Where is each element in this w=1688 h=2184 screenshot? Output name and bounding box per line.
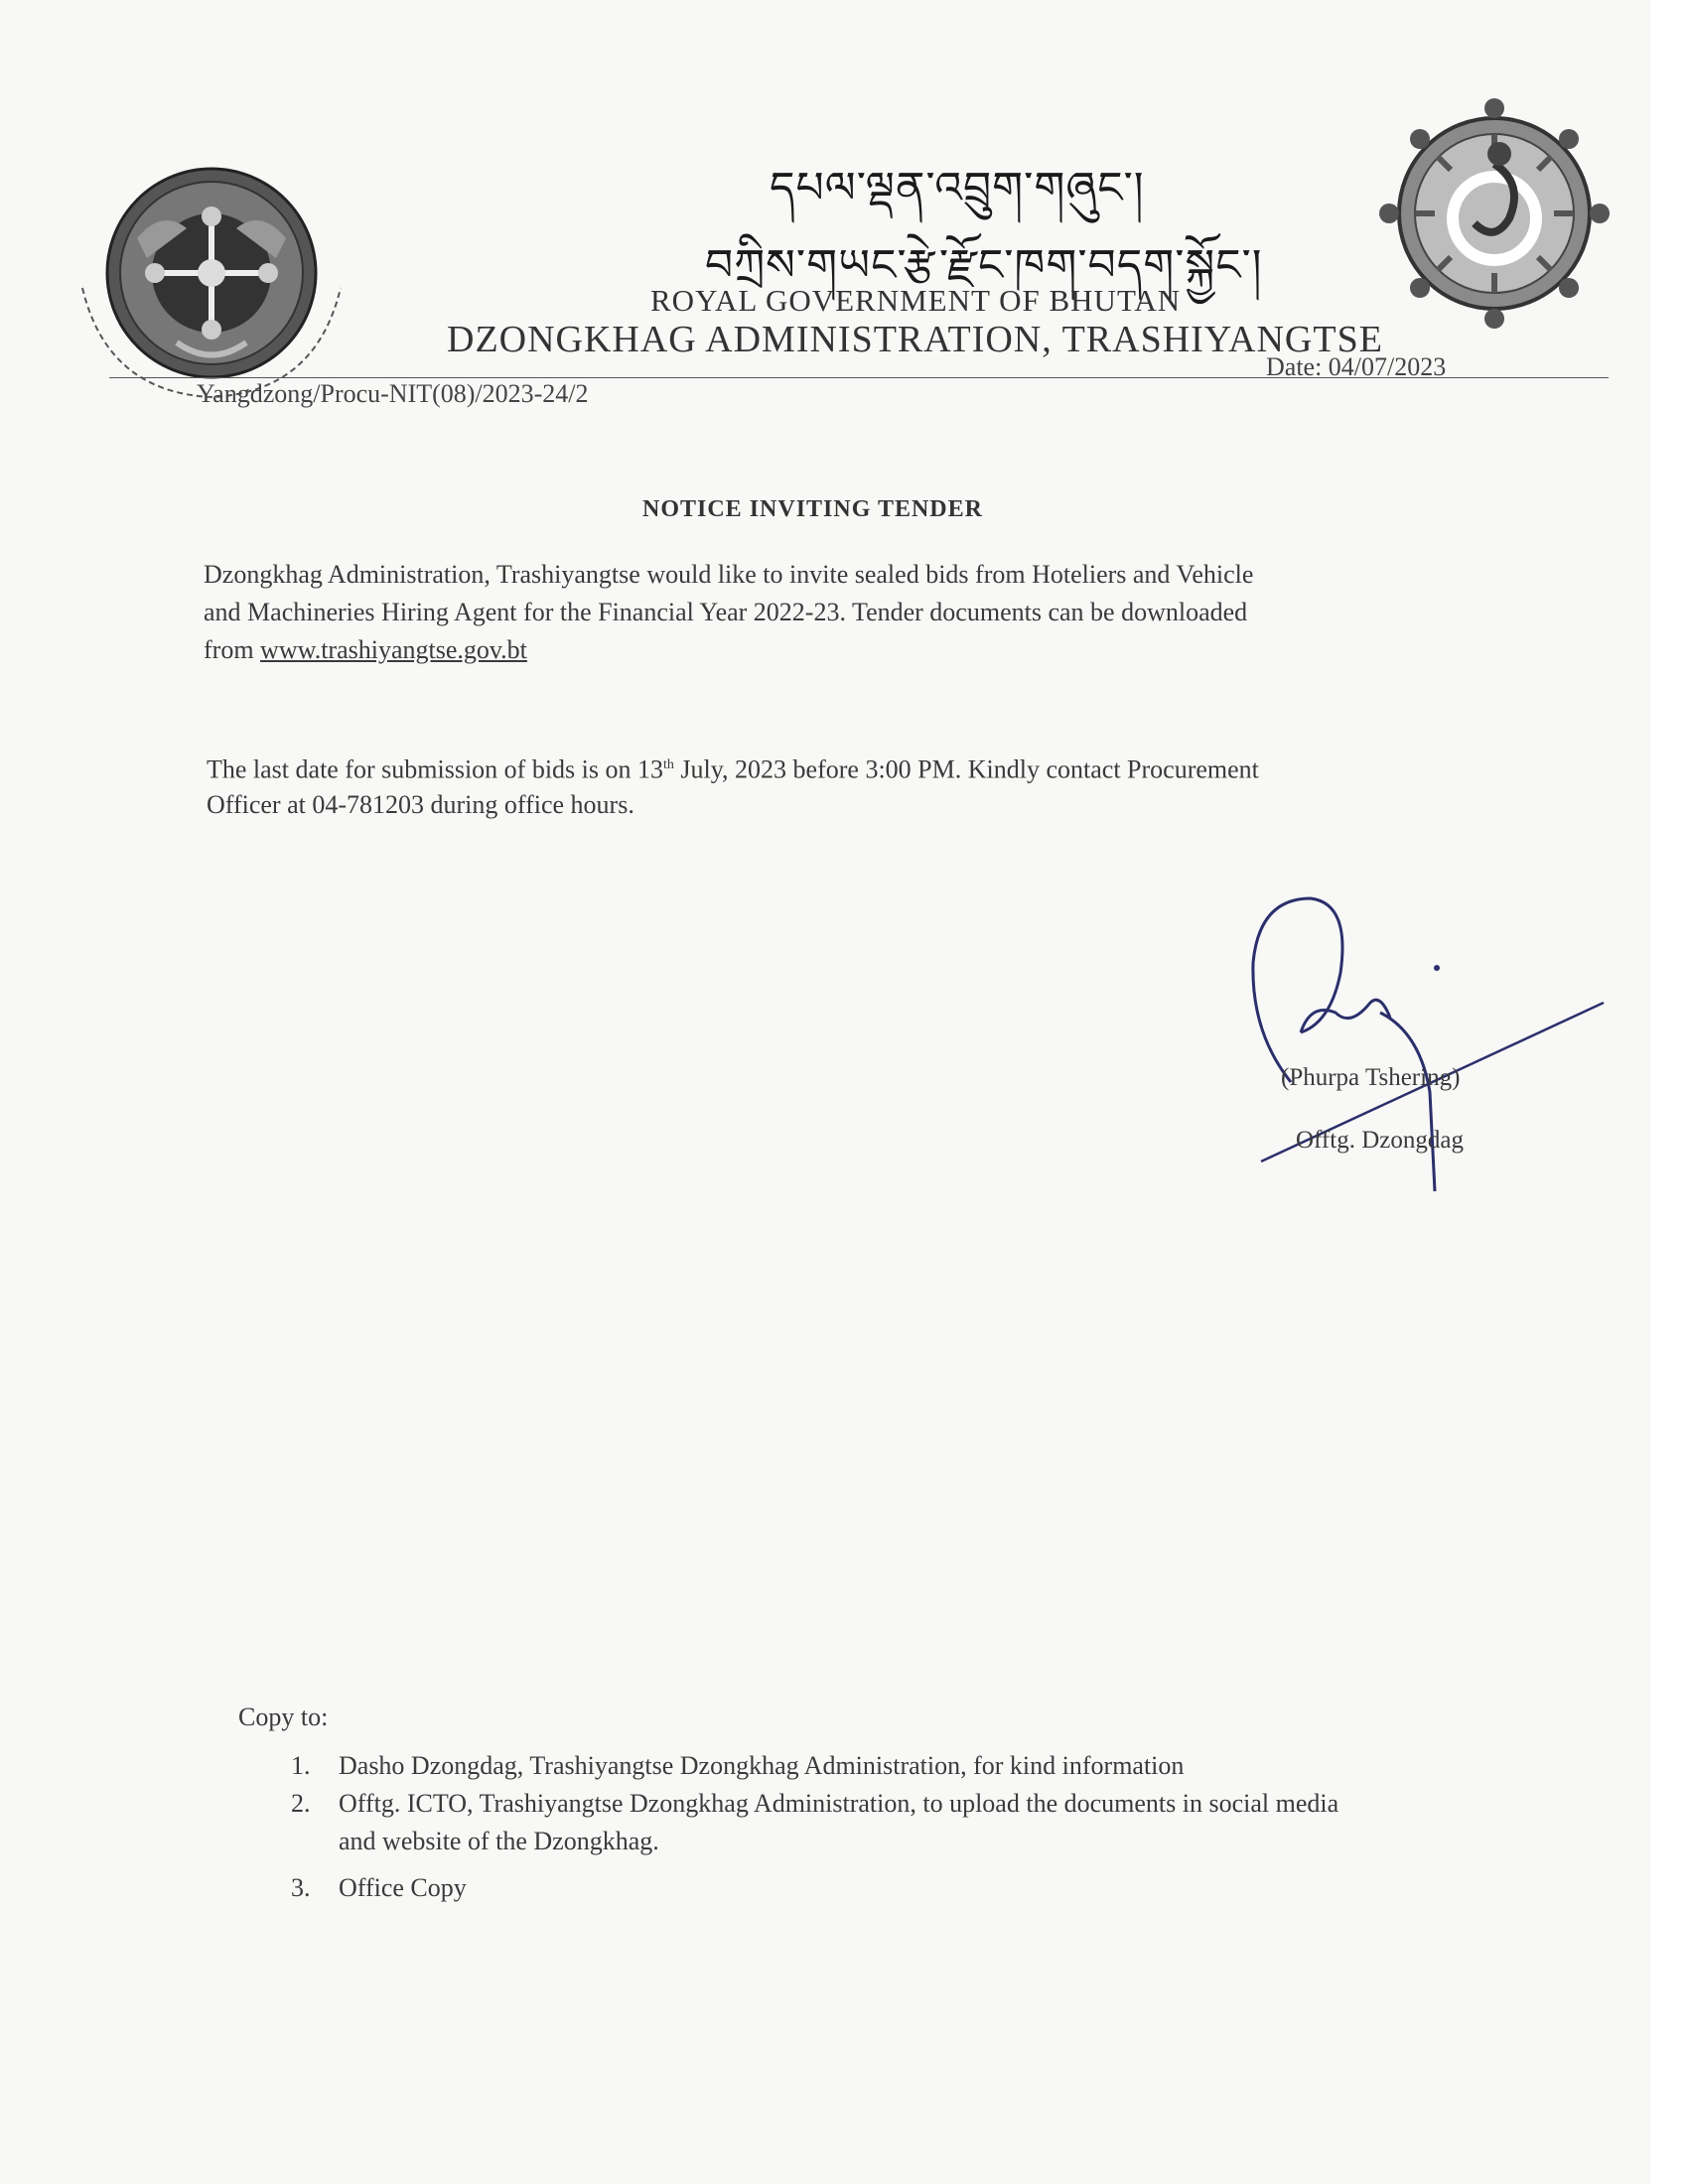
copy-item-text: Office Copy <box>339 1873 467 1902</box>
signatory-name: (Phurpa Tshering) <box>1281 1064 1461 1091</box>
national-emblem-icon <box>68 149 355 407</box>
notice-date: Date: 04/07/2023 <box>1266 352 1447 381</box>
copy-item-number: 1. <box>291 1751 311 1780</box>
page-edge <box>1650 0 1688 2184</box>
copy-to-label: Copy to: <box>238 1703 329 1731</box>
deadline-sup: th <box>663 757 674 772</box>
government-name: ROYAL GOVERNMENT OF BHUTAN <box>650 283 1182 318</box>
deadline-text-b: July, 2023 before 3:00 PM. Kindly contact Procurement <box>673 754 1259 784</box>
notice-paragraph-2-line-2: Officer at 04-781203 during office hours. <box>207 790 634 819</box>
notice-paragraph-1-line-2: and Machineries Hiring Agent for the Financial Year 2022-23. Tender documents can be downloaded <box>204 598 1248 626</box>
copy-list-item <box>291 1749 1184 1783</box>
reference-number: Yangdzong/Procu-NIT(08)/2023-24/2 <box>197 379 589 408</box>
notice-title: NOTICE INVITING TENDER <box>642 496 983 522</box>
deadline-text-a: The last date for submission of bids is on 13 <box>207 754 664 784</box>
notice-paragraph-1-line-1: Dzongkhag Administration, Trashiyangtse would like to invite sealed bids from Hoteliers and Vehicle <box>204 560 1254 589</box>
copy-list-item <box>291 1871 467 1905</box>
copy-list-item <box>291 1787 1338 1821</box>
paragraph-prefix: from <box>204 635 261 664</box>
copy-item-number: 3. <box>291 1873 311 1902</box>
copy-item-text: Offtg. ICTO, Trashiyangtse Dzongkhag Administration, to upload the documents in social media <box>339 1789 1339 1818</box>
signatory-title: Offtg. Dzongdag <box>1296 1127 1464 1154</box>
signature-scribble <box>1231 884 1618 1211</box>
dzongkhag-wheel-logo-icon <box>1375 94 1614 333</box>
dzongkha-title-line-2: བཀྲིས་གཡང་རྩེ་རྫོང་ཁག་བདག་སྐྱོང་། <box>705 240 1263 291</box>
website-link[interactable]: www.trashiyangtse.gov.bt <box>260 635 527 664</box>
notice-paragraph-2-line-1 <box>207 747 1259 789</box>
dzongkha-title-line-1: དཔལ་ལྡན་འབྲུག་གཞུང་། <box>770 163 1145 213</box>
notice-paragraph-1-line-3 <box>204 631 527 669</box>
copy-item-text: Dasho Dzongdag, Trashiyangtse Dzongkhag Administration, for kind information <box>339 1751 1185 1780</box>
administration-name: DZONGKHAG ADMINISTRATION, TRASHIYANGTSE <box>447 319 1383 360</box>
copy-item-number: 2. <box>291 1789 311 1818</box>
copy-item-continuation: and website of the Dzongkhag. <box>339 1827 659 1855</box>
